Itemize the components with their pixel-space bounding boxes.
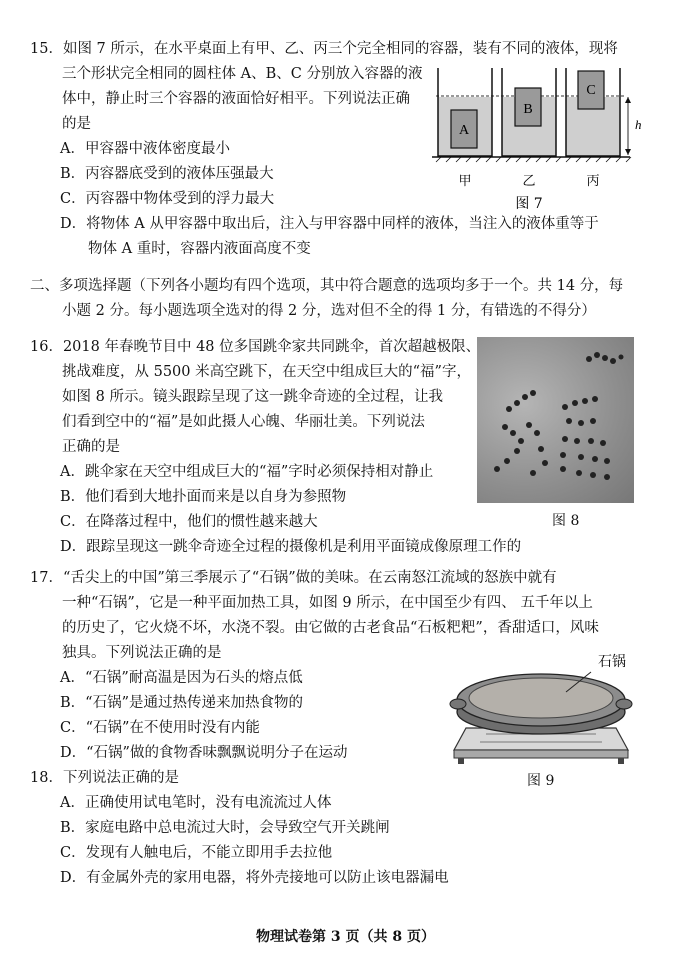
- q16-option-b: B．他们看到大地扑面而来是以自身为参照物: [60, 489, 347, 505]
- q17-line: 独具。下列说法正确的是: [62, 645, 222, 661]
- container-jia: [438, 68, 492, 156]
- q17-option-a: A．“石锅”耐高温是因为石头的熔点低: [60, 670, 303, 686]
- stone-pan-label: 石锅: [598, 654, 626, 670]
- q18-option-b: B．家庭电路中总电流过大时，会导致空气开关跳闸: [60, 820, 390, 836]
- q16-options: [60, 460, 521, 560]
- height-marker: [625, 97, 642, 155]
- q16-line: 挑战难度，从 5500 米高空跳下，在天空中组成巨大的“福”字，: [62, 364, 471, 380]
- q17-line: 一种“石锅”，它是一种平面加热工具，如图 9 所示，在中国至少有四、 五千年以上: [62, 595, 593, 611]
- figure-9-stone-pan: [446, 650, 636, 765]
- figure-8-caption: 图 8: [552, 513, 580, 529]
- q17-option-d: D．“石锅”做的食物香味飘飘说明分子在运动: [60, 745, 348, 761]
- cylinder-c-label: C: [586, 83, 596, 98]
- skydivers-formation: [494, 352, 624, 480]
- figure-8-photo: [477, 337, 634, 503]
- q18-stem: [30, 766, 179, 791]
- q16-line: 们看到空中的“福”是如此摄人心魄、华丽壮美。下列说法: [62, 414, 425, 430]
- section-2-header: [30, 274, 623, 324]
- q15-line: 15．如图 7 所示，在水平桌面上有甲、乙、丙三个完全相同的容器，装有不同的液体，现将: [30, 41, 618, 57]
- q17-option-c: C．“石锅”在不使用时没有内能: [60, 720, 260, 736]
- section-2-line: 小题 2 分。每小题选项全选对的得 2 分，选对但不全的得 1 分，有错选的不得分）: [62, 303, 596, 319]
- figure-7-containers: [430, 66, 650, 212]
- q15-line: 三个形状完全相同的圆柱体 A、B、C 分别放入容器的液: [62, 66, 423, 82]
- q17-options: [60, 666, 347, 766]
- q18-option-c: C．发现有人触电后，不能立即用手去拉他: [60, 845, 333, 861]
- figure-9-caption: 图 9: [527, 773, 555, 789]
- cylinder-a-label: A: [458, 123, 470, 138]
- q15-option-b: B．丙容器底受到的液体压强最大: [60, 166, 274, 182]
- q17-line: 17．“舌尖上的中国”第三季展示了“石锅”做的美味。在云南怒江流域的怒族中就有: [30, 570, 557, 586]
- q16-line: 正确的是: [62, 439, 120, 455]
- page-footer: 物理试卷第 3 页（共 8 页）: [256, 929, 435, 945]
- cylinder-b-label: B: [523, 102, 533, 117]
- q18-option-a: A．正确使用试电笔时，没有电流流过人体: [60, 795, 332, 811]
- q15-line: 的是: [62, 116, 91, 132]
- q17-option-b: B．“石锅”是通过热传递来加热食物的: [60, 695, 303, 711]
- q16-line: 16．2018 年春晚节目中 48 位多国跳伞家共同跳伞，首次超越极限、: [30, 339, 481, 355]
- q18-line: 18．下列说法正确的是: [30, 770, 179, 786]
- stone-pan: [450, 674, 632, 734]
- height-label: h: [635, 117, 642, 132]
- q15-line: 体中，静止时三个容器的液面恰好相平。下列说法正确: [62, 91, 410, 107]
- q18-option-d: D．有金属外壳的家用电器，将外壳接地可以防止该电器漏电: [60, 870, 449, 886]
- container-label-jia: 甲: [458, 174, 472, 189]
- q16-option-c: C．在降落过程中，他们的惯性越来越大: [60, 514, 318, 530]
- q15-option-a: A．甲容器中液体密度最小: [60, 141, 230, 157]
- q17-line: 的历史了，它火烧不坏，水浇不裂。由它做的古老食品“石板粑粑”，香甜适口，风味: [62, 620, 599, 636]
- container-bing: [566, 68, 620, 156]
- q15-option-d: D．将物体 A 从甲容器中取出后，注入与甲容器中同样的液体，当注入的液体重等于: [60, 216, 599, 232]
- q16-option-d: D．跟踪呈现这一跳伞奇迹全过程的摄像机是利用平面镜成像原理工作的: [60, 539, 522, 555]
- q15-option-d-cont: 物体 A 重时，容器内液面高度不变: [88, 241, 311, 257]
- q16-option-a: A．跳伞家在天空中组成巨大的“福”字时必须保持相对静止: [60, 464, 434, 480]
- figure-7-caption: 图 7: [515, 196, 543, 212]
- q18-options: [60, 791, 449, 891]
- q15-option-c: C．丙容器中物体受到的浮力最大: [60, 191, 275, 207]
- q16-stem: [30, 335, 480, 460]
- container-label-yi: 乙: [522, 174, 536, 189]
- container-label-bing: 丙: [586, 174, 600, 189]
- q16-line: 如图 8 所示。镜头跟踪呈现了这一跳伞奇迹的全过程，让我: [62, 389, 443, 405]
- section-2-line: 二、多项选择题（下列各小题均有四个选项，其中符合题意的选项均多于一个。共 14 分，每: [30, 278, 624, 294]
- container-yi: [502, 68, 556, 156]
